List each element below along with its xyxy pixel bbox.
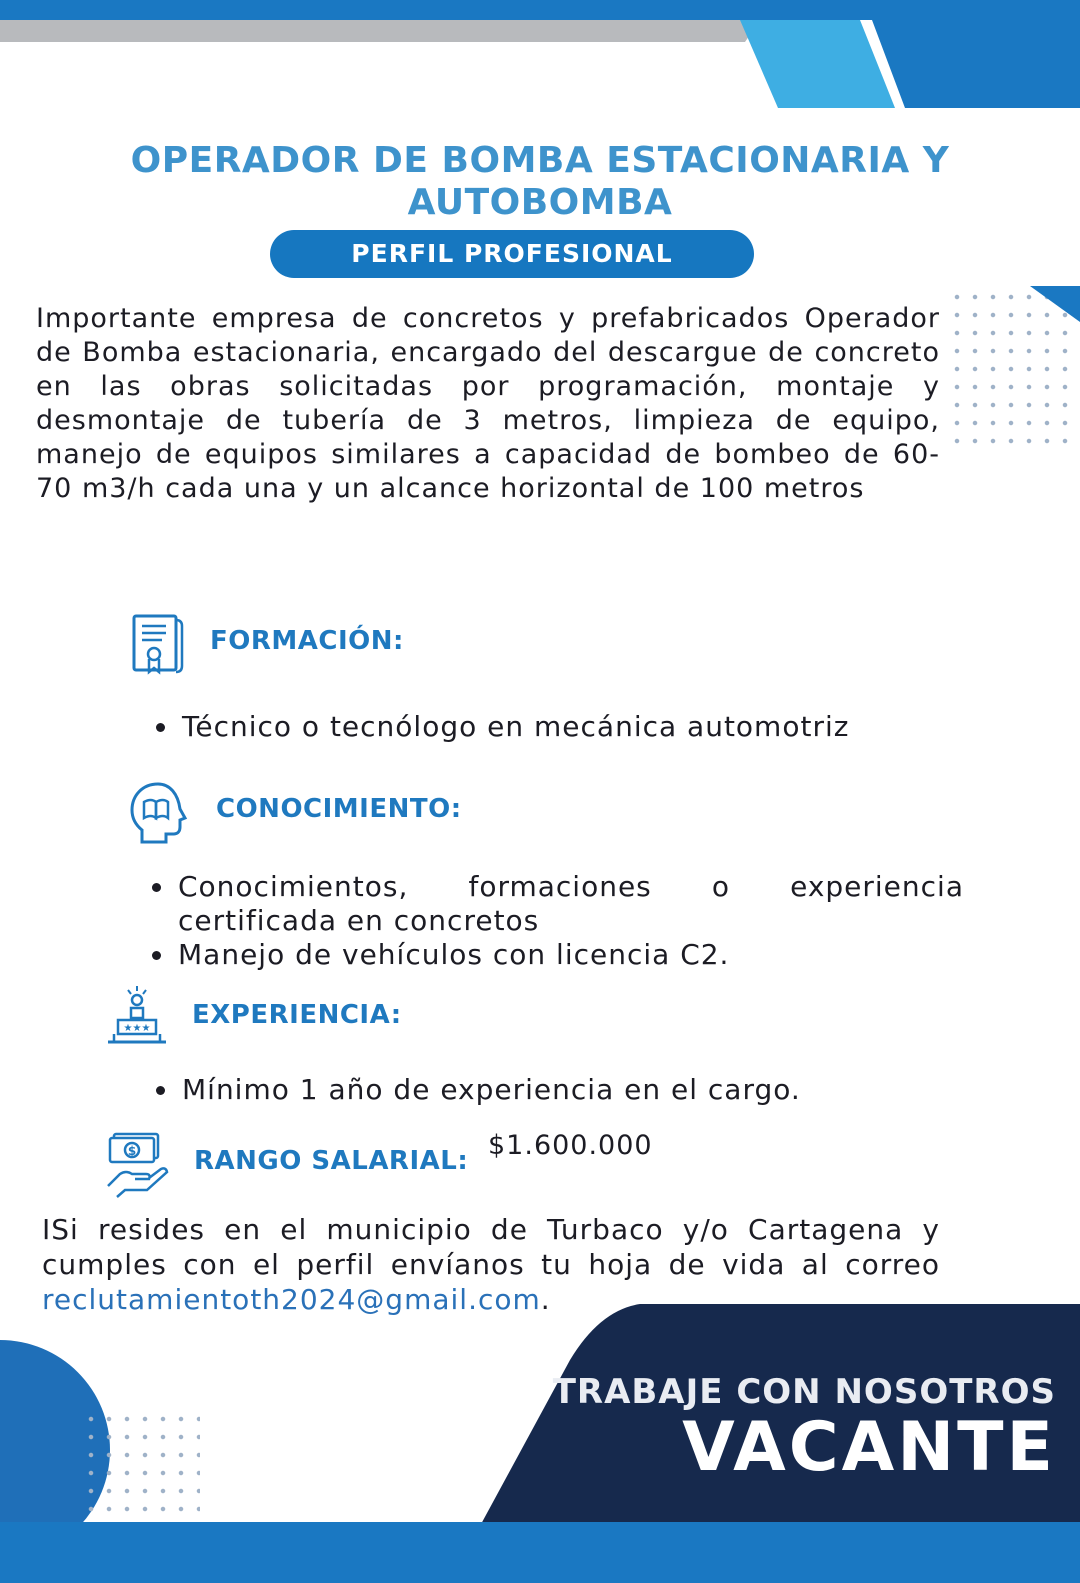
svg-text:$: $ [127,1144,137,1158]
job-title-line2: AUTOBOMBA [407,182,673,223]
salario-value: $1.600.000 [488,1130,653,1161]
money-hand-icon [104,1130,170,1198]
profile-badge: PERFIL PROFESIONAL [270,230,754,278]
head-book-icon [128,780,188,844]
footer-vacante: VACANTE [682,1408,1056,1487]
cta-text: ISi resides en el municipio de Turbaco y/o Cartagena y cumples con el perfil envíanos tu hoja de vida al correo [42,1213,940,1281]
svg-text:★★★: ★★★ [123,1023,151,1034]
conocimiento-item-1 [178,870,964,938]
conocimiento-heading: CONOCIMIENTO: [216,794,462,824]
conocimiento-item-1-text: Conocimientos, formaciones o experiencia certificada en concretos [178,870,964,937]
salario-heading: RANGO SALARIAL: [194,1146,469,1176]
experiencia-heading: EXPERIENCIA: [192,1000,402,1030]
experiencia-item: Mínimo 1 año de experiencia en el cargo. [182,1073,801,1106]
footer-line1: TRABAJE CON NOSOTROS [552,1372,1056,1412]
email-suffix: . [540,1283,551,1316]
job-title [60,140,1020,224]
formacion-item: Técnico o tecnólogo en mecánica automotriz [182,710,850,743]
conocimiento-item-2: Manejo de vehículos con licencia C2. [178,938,730,971]
formacion-heading: FORMACIÓN: [210,626,404,656]
email-link[interactable]: reclutamientoth2024@gmail.com [42,1283,541,1316]
right-corner-triangle [1030,286,1080,322]
job-title-line1: OPERADOR DE BOMBA ESTACIONARIA Y [130,140,950,181]
diploma-icon [128,612,186,678]
award-podium-icon [104,984,170,1048]
bottom-accent-bar [0,1522,1080,1583]
job-description: Importante empresa de concretos y prefabricados Operador de Bomba estacionaria, encargado del descargue de concreto en las obras solicitadas por programación, montaje y desmontaje de tubería de 3 metros, limpieza de equipo, manejo de equipos similares a capacidad de bombeo de 60-70 m3/h cada una y un alcance horizontal de 100 metros [36,303,940,504]
dot-pattern-left [82,1410,200,1514]
top-corner-decoration [0,0,1080,120]
